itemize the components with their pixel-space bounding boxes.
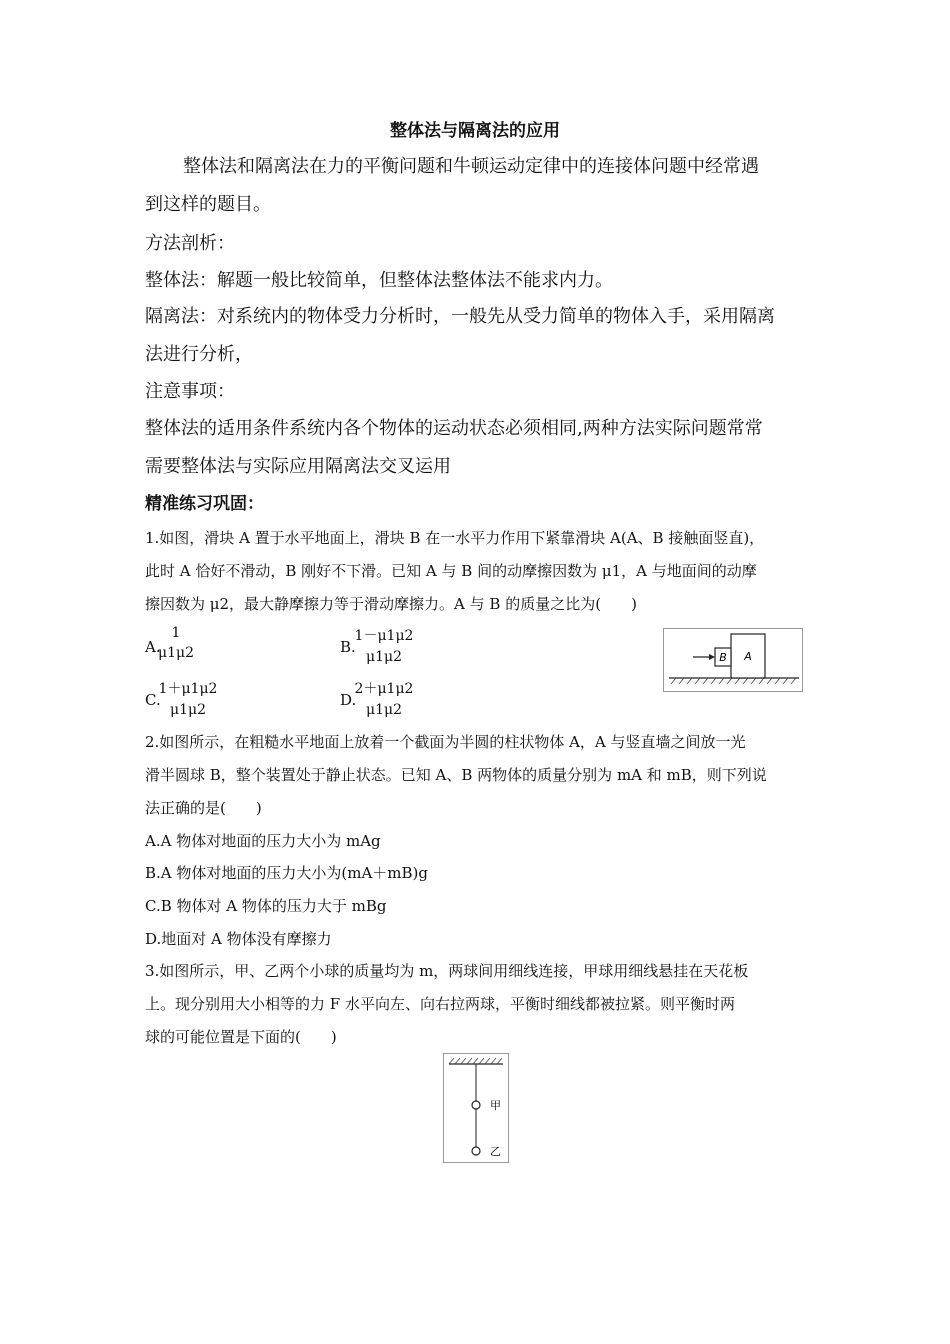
- isolation-method-line-1: 隔离法：对系统内的物体受力分析时，一般先从受力简单的物体入手，采用隔离: [145, 306, 775, 327]
- q3-line-2: 上。现分别用大小相等的力 F 水平向左、向右拉两球，平衡时细线都被拉紧。则平衡时两: [145, 995, 735, 1013]
- q1-option-c-label: C.: [145, 691, 161, 709]
- analysis-heading: 方法剖析：: [145, 233, 235, 254]
- q1-option-b-numerator: 1－μ1μ2: [354, 628, 414, 644]
- practice-heading: 精准练习巩固：: [145, 494, 264, 514]
- notes-heading: 注意事项：: [145, 381, 235, 402]
- q3-line-1: 3.如图所示，甲、乙两个小球的质量均为 m，两球间用细线连接，甲球用细线悬挂在天花板: [145, 962, 749, 980]
- notes-line-2: 需要整体法与实际应用隔离法交叉运用: [145, 456, 451, 477]
- q1-option-b-label: B.: [340, 638, 356, 656]
- q1-line-1: 1.如图，滑块 A 置于水平地面上，滑块 B 在一水平力作用下紧靠滑块 A(A、B 接触面竖直)，: [145, 529, 765, 547]
- q1-option-d-label: D.: [340, 691, 357, 709]
- q1-option-a-fraction: [158, 625, 194, 661]
- q2-option-b: B.A 物体对地面的压力大小为(mA＋mB)g: [145, 864, 429, 882]
- q2-option-c: C.B 物体对 A 物体的压力大于 mBg: [145, 897, 387, 915]
- q1-option-c-numerator: 1＋μ1μ2: [158, 681, 218, 697]
- q2-line-3: 法正确的是( ): [145, 799, 262, 817]
- q1-option-b-fraction: [353, 625, 415, 665]
- q1-label-b: B: [719, 651, 727, 664]
- q1-option-c-denominator: μ1μ2: [169, 702, 206, 718]
- q1-label-a: A: [744, 650, 752, 663]
- q3-ball-lower: [472, 1147, 480, 1155]
- notes-line-1: 整体法的适用条件系统内各个物体的运动状态必须相同,两种方法实际问题常常: [145, 418, 763, 439]
- q2-option-d: D.地面对 A 物体没有摩擦力: [145, 930, 332, 948]
- q1-option-c-fraction: [157, 678, 219, 718]
- q2-option-a: A.A 物体对地面的压力大小为 mAg: [145, 832, 381, 850]
- intro-line-2: 到这样的题目。: [145, 194, 271, 215]
- q1-option-d-fraction: [353, 678, 415, 718]
- q3-label-lower: 乙: [490, 1145, 501, 1158]
- q3-ball-upper: [472, 1101, 480, 1109]
- q2-line-1: 2.如图所示，在粗糙水平地面上放着一个截面为半圆的柱状物体 A，A 与竖直墙之间放一光: [145, 733, 746, 751]
- q1-option-d-numerator: 2＋μ1μ2: [354, 681, 414, 697]
- q3-label-upper: 甲: [490, 1099, 501, 1112]
- q1-option-d-denominator: μ1μ2: [365, 702, 402, 718]
- q1-figure: [663, 628, 803, 692]
- intro-line-1: 整体法和隔离法在力的平衡问题和牛顿运动定律中的连接体问题中经常遇: [183, 156, 759, 177]
- q1-line-2: 此时 A 恰好不滑动，B 刚好不下滑。已知 A 与 B 间的动摩擦因数为 μ1，A 与地面间的动摩: [145, 562, 757, 580]
- q1-option-a-numerator: 1: [171, 625, 181, 641]
- q2-line-2: 滑半圆球 B，整个装置处于静止状态。已知 A、B 两物体的质量分别为 mA 和 mB，则下列说: [145, 766, 767, 784]
- q1-option-a-label: A.: [145, 638, 161, 656]
- q3-line-3: 球的可能位置是下面的( ): [145, 1028, 337, 1046]
- whole-method-text: 整体法：解题一般比较简单，但整体法整体法不能求内力。: [145, 270, 613, 291]
- isolation-method-line-2: 法进行分析，: [145, 344, 253, 365]
- q1-option-a-denominator: μ1μ2: [158, 645, 195, 661]
- q3-figure: [443, 1053, 509, 1163]
- page-title: 整体法与隔离法的应用: [390, 121, 560, 141]
- q1-option-b-denominator: μ1μ2: [365, 649, 402, 665]
- q1-line-3: 擦因数为 μ2，最大静摩擦力等于滑动摩擦力。A 与 B 的质量之比为( ): [145, 595, 637, 613]
